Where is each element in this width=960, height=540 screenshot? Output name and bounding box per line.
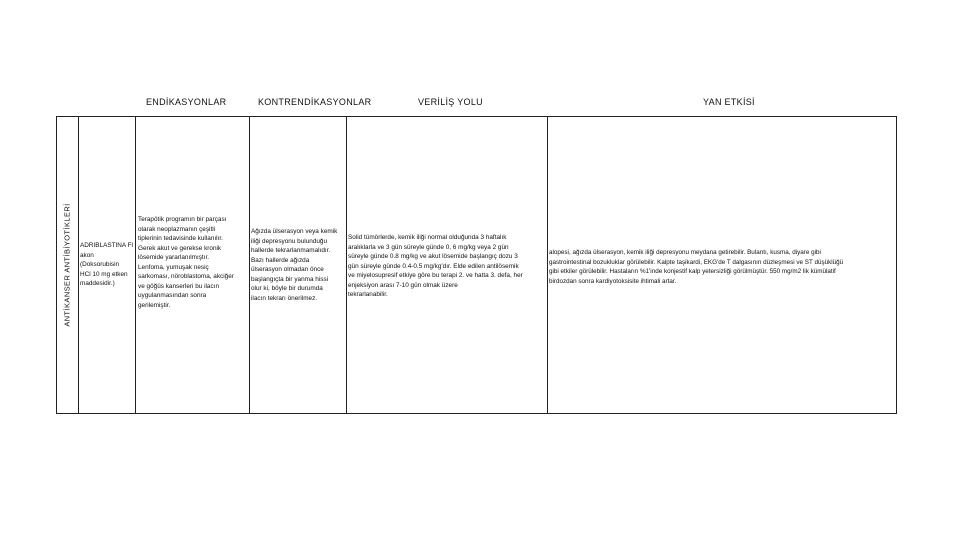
endikasyon-line: Gerek akut ve gerekse kronik — [138, 244, 222, 252]
verilis-yolu-line: enjeksiyon arası 7-10 gün olmak üzere — [348, 281, 458, 289]
endikasyon-line: Terapötik programın bir parçası — [138, 216, 227, 223]
verilis-yolu-line: gün süreyle günde 0.4-0.5 mg/kg'dır. Elde edilen antilösemik — [348, 262, 519, 270]
column-divider — [249, 116, 250, 414]
drug-name-line: ADRIBLASTINA Fl — [80, 242, 133, 249]
yan-etkisi-line: birdozdan sonra kardiyotoksisite ihtimali artar. — [549, 277, 677, 285]
endikasyon-line: ve göğüs kanserleri bu ilacın — [138, 282, 219, 290]
column-divider — [547, 116, 548, 414]
verilis-yolu-line: aralıklarla ve 3 gün süreyle günde 0, 6 mg/kg veya 2 gün — [348, 243, 509, 251]
drug-name-line: maddesidir.) — [80, 280, 115, 287]
verilis-yolu-line: Solid tümörlerde, kemik iliği normal olduğunda 3 haftalık — [348, 234, 507, 241]
verilis-yolu-cell — [348, 233, 523, 300]
kontrendikasyon-line: ülserasyon olmadan önce — [251, 266, 324, 273]
drug-name-line: (Doksorubisin — [80, 261, 120, 268]
endikasyon-line: uygulanmasından sonra — [138, 292, 207, 299]
kontrendikasyon-line: ilacın tekrarı önerilmez. — [251, 294, 318, 302]
yan-etkisi-cell — [549, 248, 843, 286]
endikasyon-cell — [138, 215, 234, 310]
header-verilis-yolu: VERİLİŞ YOLU — [418, 97, 483, 107]
endikasyon-line: lösemide yararlanılmıştır. — [138, 254, 210, 261]
column-divider — [78, 116, 79, 414]
kontrendikasyon-line: hallerde tekrarlanmamalıdır. — [251, 247, 331, 254]
column-divider — [135, 116, 136, 414]
kontrendikasyon-line: başlangıçta bir yanma hissi — [251, 275, 329, 283]
drug-name-line: akon — [80, 251, 94, 259]
yan-etkisi-line: alopesi, ağızda ülserasyon, kemik iliği depresyonu meydana getirebilir. Bulantı, kusma, diyare gibi — [549, 249, 821, 256]
endikasyon-line: Lenfoma, yumuşak nesiç — [138, 263, 209, 271]
header-yan-etkisi: YAN ETKİSİ — [703, 97, 755, 107]
header-endikasyonlar: ENDİKASYONLAR — [146, 97, 227, 107]
kontrendikasyon-cell — [251, 227, 337, 303]
row-group-label: ANTİKANSER ANTİBİYOTİKLERİ — [62, 203, 72, 327]
yan-etkisi-line: gastrointestinal bozukluklar görülebilir. Kalpte taşikardi, EKG'de T dalgasının düzleşmesi ve ST düşüklüğü — [549, 258, 844, 266]
endikasyon-line: tiplerinin tedavisinde kullanılır. — [138, 235, 223, 242]
kontrendikasyon-line: olur ki, böyle bir durumda — [251, 285, 323, 292]
verilis-yolu-line: tekrarlanabilir. — [348, 291, 388, 298]
drug-name-line: HCl 10 mg etken — [80, 270, 128, 278]
kontrendikasyon-line: Bazı hallerde ağızda — [251, 256, 310, 264]
endikasyon-line: olarak neoplazmanın çeşitli — [138, 225, 216, 233]
endikasyon-line: gerilemiştir. — [138, 301, 171, 309]
verilis-yolu-line: süreyle günde 0.8 mg/kg ve akut lösemide başlangıç dozu 3 — [348, 253, 518, 260]
endikasyon-line: sarkoması, nöroblastoma, akciğer — [138, 273, 234, 280]
header-kontrendikasyonlar: KONTRENDİKASYONLAR — [258, 97, 372, 107]
column-divider — [346, 116, 347, 414]
yan-etkisi-line: gibi etkiler görülebilir. Hastaların %1'inde konjestif kalp yetersizliği görülmüştür. 550 mg/m2 lik kümülatif — [549, 268, 836, 275]
verilis-yolu-line: ve miyelosupresif etkiye göre bu terapi 2. ve hatta 3. defa, her — [348, 272, 523, 279]
kontrendikasyon-line: Ağızda ülserasyon veya kemik — [251, 228, 338, 235]
drug-name-cell — [80, 241, 133, 289]
kontrendikasyon-line: iliği depresyonu bulunduğu — [251, 237, 328, 245]
